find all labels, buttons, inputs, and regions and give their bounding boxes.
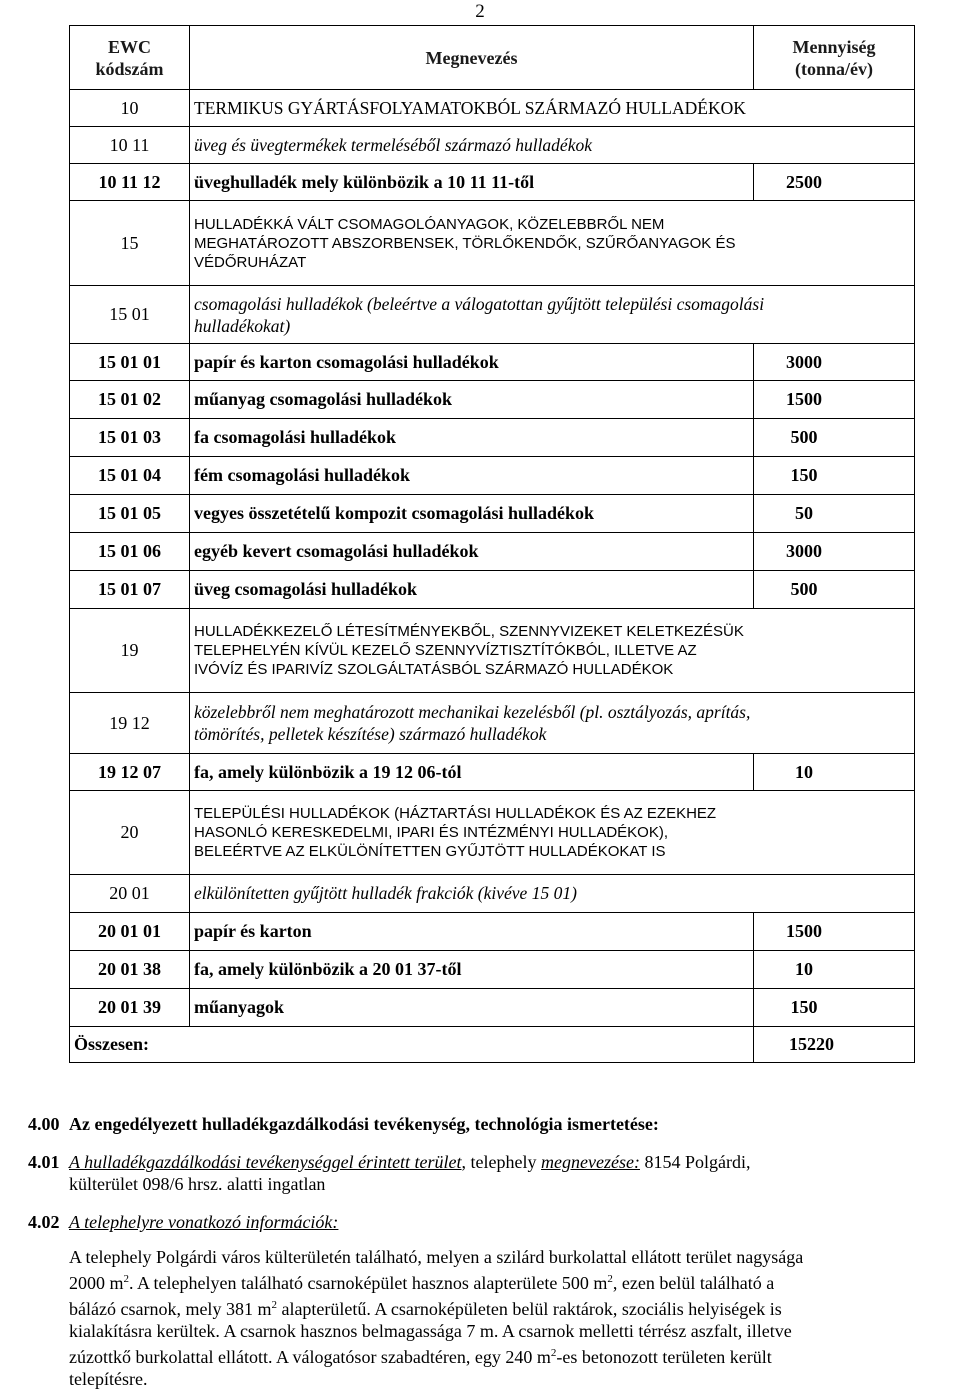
table-row xyxy=(70,951,915,989)
row-code: 15 01 03 xyxy=(70,419,190,457)
table-row xyxy=(70,344,915,381)
waste-table xyxy=(69,25,915,1063)
row-desc: fa csomagolási hulladékok xyxy=(190,419,754,457)
header-quantity xyxy=(754,26,915,90)
row-code: 10 xyxy=(70,90,190,127)
section-4-00-title: Az engedélyezett hulladékgazdálkodási tevékenység, technológia ismertetése: xyxy=(69,1114,659,1134)
row-desc: elkülönítetten gyűjtött hulladék frakciók (kivéve 15 01) xyxy=(190,875,915,913)
header-code-label: kódszám xyxy=(95,58,164,79)
row-qty: 1500 xyxy=(786,921,822,941)
table-row xyxy=(70,989,915,1027)
row-desc: egyéb kevert csomagolási hulladékok xyxy=(190,533,754,571)
header-qty-label: Mennyiség xyxy=(792,36,876,57)
row-desc: HULLADÉKKÁ VÁLT CSOMAGOLÓANYAGOK, KÖZELEBBRŐL NEM MEGHATÁROZOTT ABSZORBENSEK, TÖRLŐKENDŐK, SZŰRŐANYAGOK ÉS VÉDŐRUHÁZAT xyxy=(190,201,915,286)
table-row xyxy=(70,913,915,951)
total-label: Összesen: xyxy=(70,1027,754,1063)
total-row xyxy=(70,1027,915,1063)
row-qty: 50 xyxy=(795,503,813,523)
row-code: 20 01 38 xyxy=(70,951,190,989)
site-description-paragraph: A telephely Polgárdi város külterületén található, melyen a szilárd burkolattal ellátott terület nagysága 2000 $m^2$. A telephelyen található csarnoképület hasznos alapterülete 500 $m^2$, ezen belül található a bálázó csarnok, mely 381 $m^2$ alapterületű. A csarnoképületen belül raktárok, szociális helyiségek is kialakításra kerültek. A csarnok hasznos belmagassága 7 m. A csarnok melletti térrész aszfalt, illetve zúzottkő burkolattal ellátott. A válogatósor szabadtéren, egy 240 $m^2-es$ betonozott területen került telepítésre. xyxy=(69,1247,804,1389)
row-desc: fém csomagolási hulladékok xyxy=(190,457,754,495)
row-code: 19 12 07 xyxy=(70,754,190,791)
table-row xyxy=(70,495,915,533)
row-code: 20 01 01 xyxy=(70,913,190,951)
header-name: Megnevezés xyxy=(190,26,754,90)
table-row xyxy=(70,381,915,419)
row-code: 19 12 xyxy=(70,693,190,754)
table-row xyxy=(70,609,915,693)
row-desc: üveghulladék mely különbözik a 10 11 11-től xyxy=(190,164,754,201)
header-ewc-label: EWC xyxy=(107,36,151,57)
row-code: 15 xyxy=(70,201,190,286)
row-desc: fa, amely különbözik a 20 01 37-től xyxy=(190,951,754,989)
table-row xyxy=(70,164,915,201)
page-number: 2 xyxy=(475,1,485,22)
table-row xyxy=(70,457,915,495)
table-row xyxy=(70,201,915,286)
row-code: 15 01 06 xyxy=(70,533,190,571)
row-qty: 3000 xyxy=(786,541,822,561)
table-row xyxy=(70,286,915,344)
row-desc: TELEPÜLÉSI HULLADÉKOK (HÁZTARTÁSI HULLADÉKOK ÉS AZ EZEKHEZ HASONLÓ KERESKEDELMI, IPARI ÉS INTÉZMÉNYI HULLADÉKOK), BELEÉRTVE AZ ELKÜLÖNÍTETTEN GYŰJTÖTT HULLADÉKOKAT IS xyxy=(190,791,915,875)
row-desc: TERMIKUS GYÁRTÁSFOLYAMATOKBÓL SZÁRMAZÓ HULLADÉKOK xyxy=(190,90,915,127)
row-desc: üveg csomagolási hulladékok xyxy=(190,571,754,609)
total-value: 15220 xyxy=(789,1034,834,1054)
row-qty: 10 xyxy=(795,959,813,979)
row-qty: 3000 xyxy=(786,351,822,372)
row-desc: közelebbről nem meghatározott mechanikai kezelésből (pl. osztályozás, aprítás, tömörítés, pelletek készítése) származó hulladékok xyxy=(190,693,915,754)
table-row xyxy=(70,127,915,164)
row-code: 20 01 39 xyxy=(70,989,190,1027)
section-4-02-label: A telephelyre vonatkozó információk: xyxy=(69,1212,339,1232)
header-qty-unit: (tonna/év) xyxy=(795,58,873,79)
table-row xyxy=(70,533,915,571)
table-row xyxy=(70,875,915,913)
row-qty: 2500 xyxy=(786,171,822,192)
row-desc: műanyagok xyxy=(190,989,754,1027)
row-code: 19 xyxy=(70,609,190,693)
row-qty: 500 xyxy=(790,579,818,599)
row-code: 15 01 01 xyxy=(70,344,190,381)
row-code: 15 01 02 xyxy=(70,381,190,419)
table-row xyxy=(70,90,915,127)
row-desc: üveg és üvegtermékek termeléséből származó hulladékok xyxy=(190,127,915,164)
row-desc: műanyag csomagolási hulladékok xyxy=(190,381,754,419)
row-code: 20 01 xyxy=(70,875,190,913)
row-code: 15 01 05 xyxy=(70,495,190,533)
section-4-01-label: A hulladékgazdálkodási tevékenységgel érintett terület xyxy=(69,1152,462,1172)
section-4-01-text: A hulladékgazdálkodási tevékenységgel érintett terület, telephely megnevezése: 8154 Polgárdi, külterület 098/6 hrsz. alatti ingatlan xyxy=(69,1152,751,1194)
row-code: 10 11 12 xyxy=(70,164,190,201)
row-desc: fa, amely különbözik a 19 12 06-tól xyxy=(190,754,754,791)
table-header-row xyxy=(70,26,915,90)
table-row xyxy=(70,754,915,791)
table-row xyxy=(70,693,915,754)
row-qty: 10 xyxy=(795,761,813,782)
row-code: 15 01 07 xyxy=(70,571,190,609)
section-4-01-number: 4.01 xyxy=(28,1152,60,1172)
row-desc: papír és karton xyxy=(190,913,754,951)
table-row xyxy=(70,419,915,457)
row-desc: vegyes összetételű kompozit csomagolási hulladékok xyxy=(190,495,754,533)
table-row xyxy=(70,571,915,609)
row-qty: 150 xyxy=(790,465,818,485)
section-4-01-value: külterület 098/6 hrsz. alatti ingatlan xyxy=(69,1174,326,1194)
row-code: 10 11 xyxy=(70,127,190,164)
row-code: 15 01 xyxy=(70,286,190,344)
row-desc: HULLADÉKKEZELŐ LÉTESÍTMÉNYEKBŐL, SZENNYVIZEKET KELETKEZÉSÜK TELEPHELYÉN KÍVÜL KEZELŐ SZENNYVÍZTISZTÍTÓKBÓL, ILLETVE AZ IVÓVÍZ ÉS IPARIVÍZ SZOLGÁLTATÁSBÓL SZÁRMAZÓ HULLADÉKOK xyxy=(190,609,915,693)
row-code: 20 xyxy=(70,791,190,875)
section-4-02-number: 4.02 xyxy=(28,1212,60,1232)
header-ewc-code xyxy=(70,26,190,90)
table-row xyxy=(70,791,915,875)
row-qty: 150 xyxy=(790,997,818,1017)
section-4-00-number: 4.00 xyxy=(28,1114,60,1134)
row-desc: csomagolási hulladékok (beleértve a válogatottan gyűjtött települési csomagolási hulladékokat) xyxy=(190,286,915,344)
row-code: 15 01 04 xyxy=(70,457,190,495)
row-qty: 500 xyxy=(790,427,818,447)
row-desc: papír és karton csomagolási hulladékok xyxy=(190,344,754,381)
row-qty: 1500 xyxy=(786,389,822,409)
